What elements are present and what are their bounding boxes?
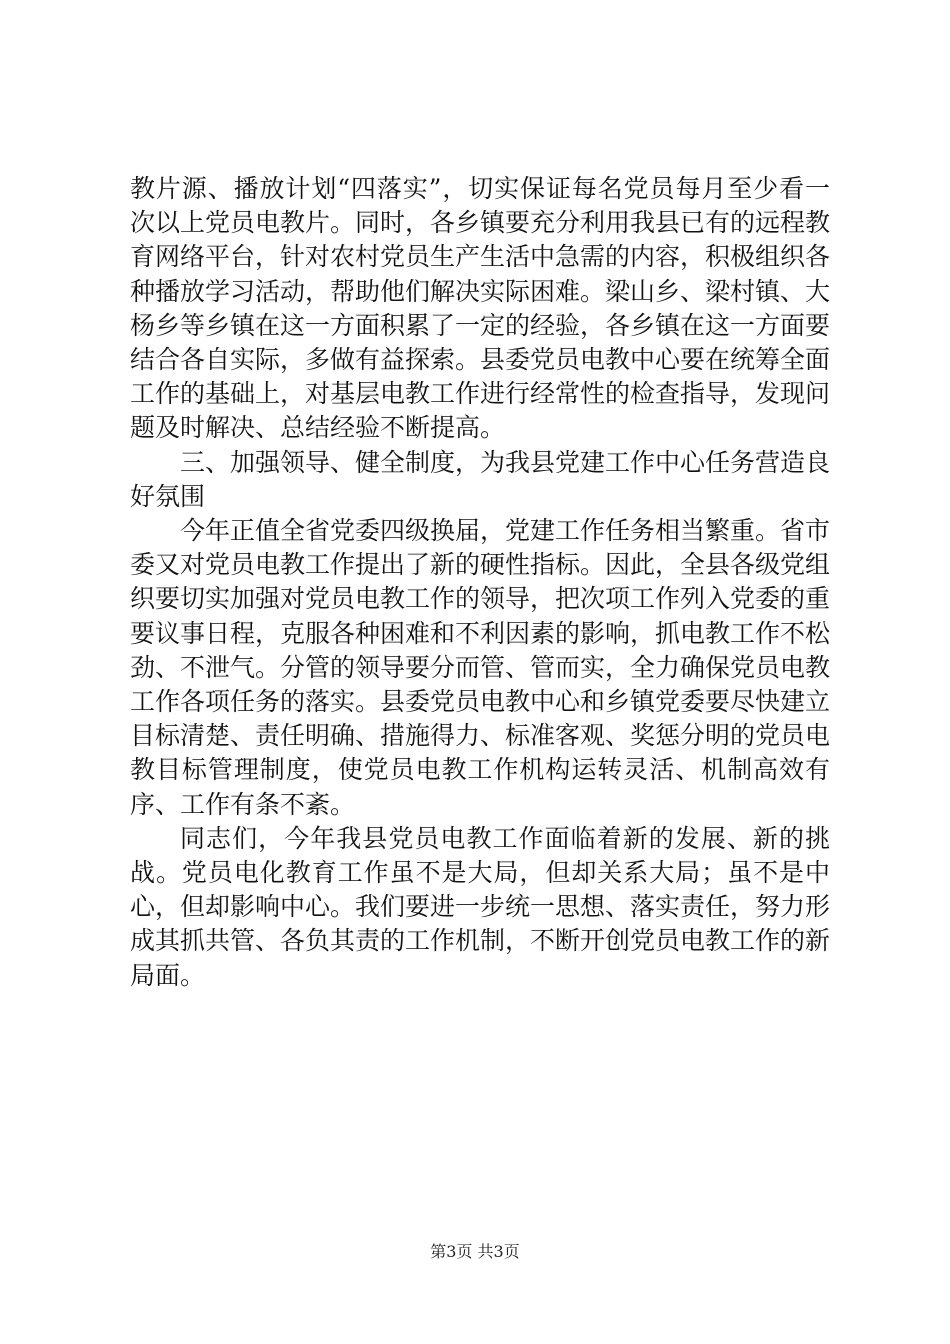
paragraph: 今年正值全省党委四级换届，党建工作任务相当繁重。省市委又对党员电教工作提出了新的硬性指标。因此，全县各级党组织要切实加强对党员电教工作的领导，把次项工作列入党委的重要议事日程，克服各种困难和不利因素的影响，抓电教工作不松劲、不泄气。分管的领导要分而管、管而实，全力确保党员电教工作各项任务的落实。县委党员电教中心和乡镇党委要尽快建立目标清楚、责任明确、措施得力、标准客观、奖惩分明的党员电教目标管理制度，使党员电教工作机构运转灵活、机制高效有序、工作有条不紊。 bbox=[130, 516, 831, 819]
page-footer: 第3页 共3页 bbox=[430, 1242, 520, 1261]
paragraph-continuation: 教片源、播放计划“四落实”，切实保证每名党员每月至少看一次以上党员电教片。同时，各乡镇要充分利用我县已有的远程教育网络平台，针对农村党员生产生活中急需的内容，积极组织各种播放学习活动，帮助他们解决实际困难。梁山乡、梁村镇、大杨乡等乡镇在这一方面积累了一定的经验，各乡镇在这一方面要结合各自实际，多做有益探索。县委党员电教中心要在统筹全面工作的基础上，对基层电教工作进行经常性的检查指导，发现问题及时解决、总结经验不断提高。 bbox=[130, 174, 831, 443]
section-heading: 三、加强领导、健全制度，为我县党建工作中心任务营造良好氛围 bbox=[130, 447, 831, 511]
document-body bbox=[130, 172, 830, 993]
paragraph: 同志们，今年我县党员电教工作面临着新的发展、新的挑战。党员电化教育工作虽不是大局，但却关系大局；虽不是中心，但却影响中心。我们要进一步统一思想、落实责任，努力形成其抓共管、各负其责的工作机制，不断开创党员电教工作的新局面。 bbox=[130, 823, 831, 990]
